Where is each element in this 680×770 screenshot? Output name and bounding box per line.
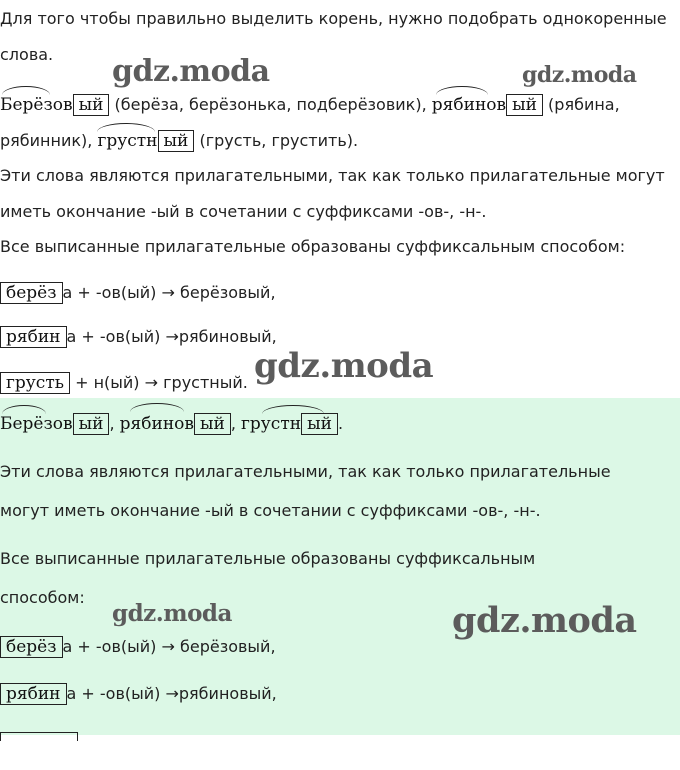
words-line-2 <box>0 130 358 152</box>
method-line-1: Все выписанные прилагательные образованы суффиксальным <box>0 549 536 568</box>
formation-3 <box>0 372 248 394</box>
watermark: gdz.moda <box>112 54 270 89</box>
intro-line-1: Для того чтобы правильно выделить корень, нужно подобрать однокоренные <box>0 9 667 28</box>
word-root: грустн <box>241 414 302 434</box>
related-words: рябинник), <box>0 131 93 150</box>
root-box: грусть <box>0 372 70 394</box>
formation-1 <box>0 636 276 658</box>
word-ending: ый <box>73 94 110 116</box>
watermark: gdz.moda <box>254 346 434 386</box>
word-root: рябинов <box>119 414 194 434</box>
explanation-line-1: Эти слова являются прилагательными, так как только прилагательные могут <box>0 166 665 185</box>
root-box: берёз <box>0 636 63 658</box>
words-line-1 <box>0 94 620 116</box>
explanation-line-1: Эти слова являются прилагательными, так как только прилагательные <box>0 462 611 481</box>
watermark: gdz.moda <box>522 62 637 88</box>
word-ending: ый <box>194 413 231 435</box>
separator: , <box>230 414 236 433</box>
formation-2 <box>0 683 277 705</box>
root-box: берёз <box>0 282 63 304</box>
word-ending: ый <box>158 130 195 152</box>
word-root: грустн <box>97 131 158 151</box>
explanation-line-2: могут иметь окончание -ый в сочетании с суффиксами -ов-, -н-. <box>0 501 541 520</box>
root-box-cut <box>0 732 78 741</box>
root-box: рябин <box>0 326 67 348</box>
method-line-2: способом: <box>0 588 85 607</box>
word-ending: ый <box>73 413 110 435</box>
method-line: Все выписанные прилагательные образованы суффиксальным способом: <box>0 237 626 256</box>
formation-rest: а + -ов(ый) →рябиновый, <box>66 327 277 346</box>
related-words: (грусть, грустить). <box>199 131 359 150</box>
related-words: (рябина, <box>548 95 620 114</box>
formation-2 <box>0 326 277 348</box>
word-root: Берёзов <box>0 95 73 115</box>
intro-line-2: слова. <box>0 45 54 64</box>
formation-rest: а + -ов(ый) → берёзовый, <box>62 637 276 656</box>
formation-1 <box>0 282 276 304</box>
explanation-line-2: иметь окончание -ый в сочетании с суффиксами -ов-, -н-. <box>0 202 487 221</box>
words-line-bottom <box>0 413 343 435</box>
watermark: gdz.moda <box>452 600 637 641</box>
period: . <box>337 414 344 433</box>
root-box: рябин <box>0 683 67 705</box>
word-ending: ый <box>301 413 338 435</box>
formation-rest: а + -ов(ый) → берёзовый, <box>62 283 276 302</box>
watermark: gdz.moda <box>112 600 232 627</box>
word-root: Берёзов <box>0 414 73 434</box>
word-root: рябинов <box>431 95 507 115</box>
word-ending: ый <box>506 94 543 116</box>
formation-rest: + н(ый) → грустный. <box>75 373 248 392</box>
separator: , <box>109 414 115 433</box>
formation-rest: а + -ов(ый) →рябиновый, <box>66 684 277 703</box>
related-words: (берёза, берёзонька, подберёзовик), <box>114 95 427 114</box>
